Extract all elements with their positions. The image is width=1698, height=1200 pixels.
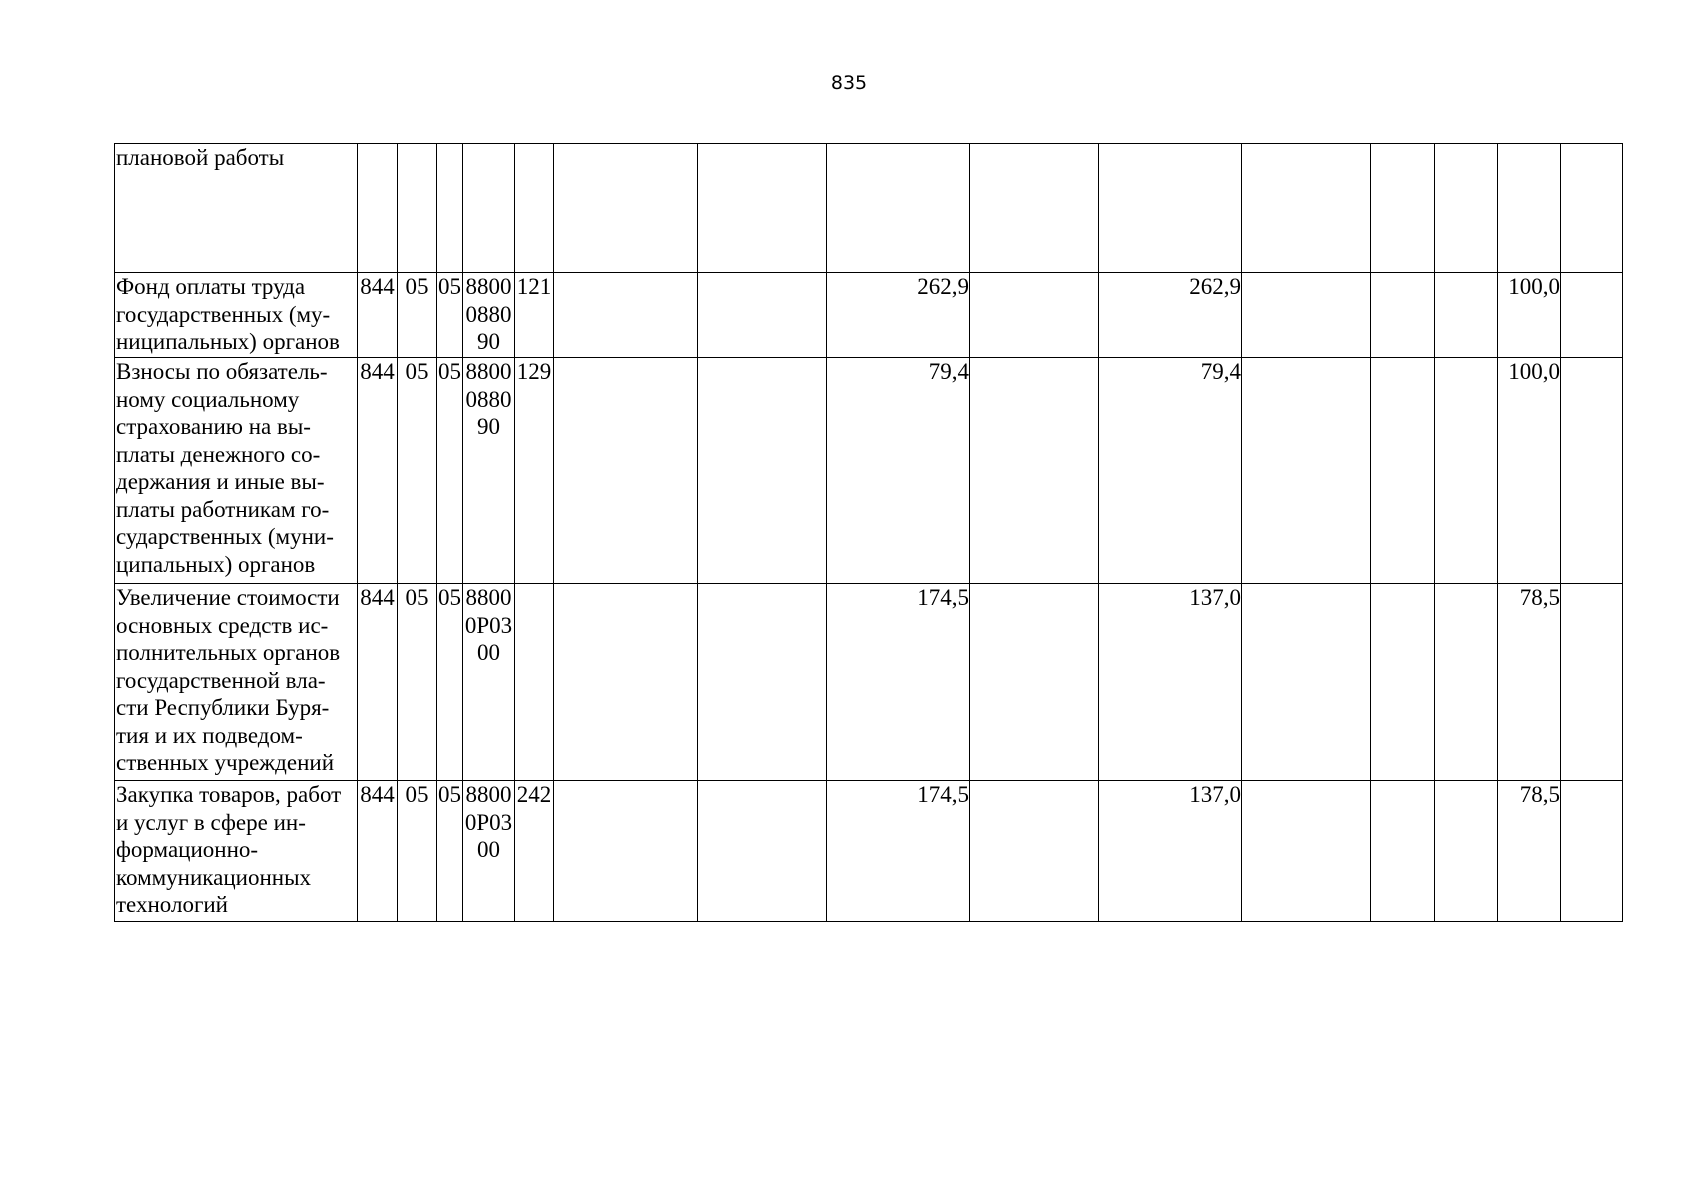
percent-cell: 78,5: [1498, 781, 1561, 922]
subsection-code: [437, 144, 463, 273]
percent-cell: 100,0: [1498, 358, 1561, 584]
value-cell: [698, 144, 827, 273]
target-code: 8800088090: [463, 273, 515, 358]
section-code: 05: [398, 358, 437, 584]
value-cell: [1435, 584, 1498, 781]
percent-cell: 100,0: [1498, 273, 1561, 358]
admin-code: [358, 144, 398, 273]
table-row: [115, 144, 1623, 273]
section-code: 05: [398, 781, 437, 922]
value-cell: [970, 781, 1099, 922]
value-cell: 79,4: [1099, 358, 1242, 584]
percent-cell: 78,5: [1498, 584, 1561, 781]
value-cell: [1099, 144, 1242, 273]
value-cell: 137,0: [1099, 781, 1242, 922]
value-cell: [1561, 584, 1623, 781]
expense-type-code: [515, 584, 554, 781]
value-cell: [1371, 584, 1435, 781]
table-row: [115, 781, 1623, 922]
value-cell: [554, 273, 698, 358]
value-cell: [698, 584, 827, 781]
subsection-code: 05: [437, 358, 463, 584]
value-cell: [1242, 273, 1371, 358]
value-cell: [1435, 144, 1498, 273]
value-cell: [1435, 781, 1498, 922]
row-name: Взносы по обязатель- ному социальному страхованию на вы- платы денежного со- держания и иные вы- платы работникам го- сударственных (муни- ципальных) органов: [115, 358, 358, 584]
row-name: Увеличение стоимости основных средств ис- полнительных органов государственной вла- сти Республики Буря- тия и их подведом- ственных учреждений: [115, 584, 358, 781]
row-name: Фонд оплаты труда государственных (му- ниципальных) органов: [115, 273, 358, 358]
value-cell: [1561, 144, 1623, 273]
value-cell: 137,0: [1099, 584, 1242, 781]
target-code: 8800088090: [463, 358, 515, 584]
section-code: [398, 144, 437, 273]
subsection-code: 05: [437, 781, 463, 922]
value-cell: [827, 144, 970, 273]
value-cell: [554, 144, 698, 273]
admin-code: 844: [358, 781, 398, 922]
value-cell: [1371, 358, 1435, 584]
value-cell: 79,4: [827, 358, 970, 584]
admin-code: 844: [358, 273, 398, 358]
value-cell: [970, 358, 1099, 584]
table-row: [115, 358, 1623, 584]
value-cell: [1371, 781, 1435, 922]
value-cell: [1371, 273, 1435, 358]
value-cell: 262,9: [1099, 273, 1242, 358]
value-cell: [1242, 144, 1371, 273]
expense-type-code: 121: [515, 273, 554, 358]
target-code: 88000P0300: [463, 584, 515, 781]
expense-type-code: 129: [515, 358, 554, 584]
row-name: плановой работы: [115, 144, 358, 273]
budget-table: [114, 143, 1623, 922]
value-cell: [698, 781, 827, 922]
subsection-code: 05: [437, 584, 463, 781]
value-cell: 174,5: [827, 584, 970, 781]
admin-code: 844: [358, 584, 398, 781]
value-cell: [970, 144, 1099, 273]
value-cell: [698, 273, 827, 358]
value-cell: [554, 584, 698, 781]
value-cell: [1242, 358, 1371, 584]
table-row: [115, 584, 1623, 781]
section-code: 05: [398, 584, 437, 781]
section-code: 05: [398, 273, 437, 358]
value-cell: [970, 584, 1099, 781]
value-cell: [554, 781, 698, 922]
expense-type-code: 242: [515, 781, 554, 922]
value-cell: [1561, 273, 1623, 358]
value-cell: [1435, 273, 1498, 358]
target-code: [463, 144, 515, 273]
value-cell: [1242, 781, 1371, 922]
value-cell: 174,5: [827, 781, 970, 922]
value-cell: [698, 358, 827, 584]
value-cell: [1242, 584, 1371, 781]
value-cell: 262,9: [827, 273, 970, 358]
value-cell: [1561, 358, 1623, 584]
page-number: 835: [830, 72, 868, 94]
percent-cell: [1498, 144, 1561, 273]
row-name: Закупка товаров, работ и услуг в сфере ин- формационно- коммуникационных технологий: [115, 781, 358, 922]
admin-code: 844: [358, 358, 398, 584]
expense-type-code: [515, 144, 554, 273]
value-cell: [1371, 144, 1435, 273]
value-cell: [970, 273, 1099, 358]
value-cell: [1561, 781, 1623, 922]
value-cell: [554, 358, 698, 584]
value-cell: [1435, 358, 1498, 584]
subsection-code: 05: [437, 273, 463, 358]
target-code: 88000P0300: [463, 781, 515, 922]
table-row: [115, 273, 1623, 358]
